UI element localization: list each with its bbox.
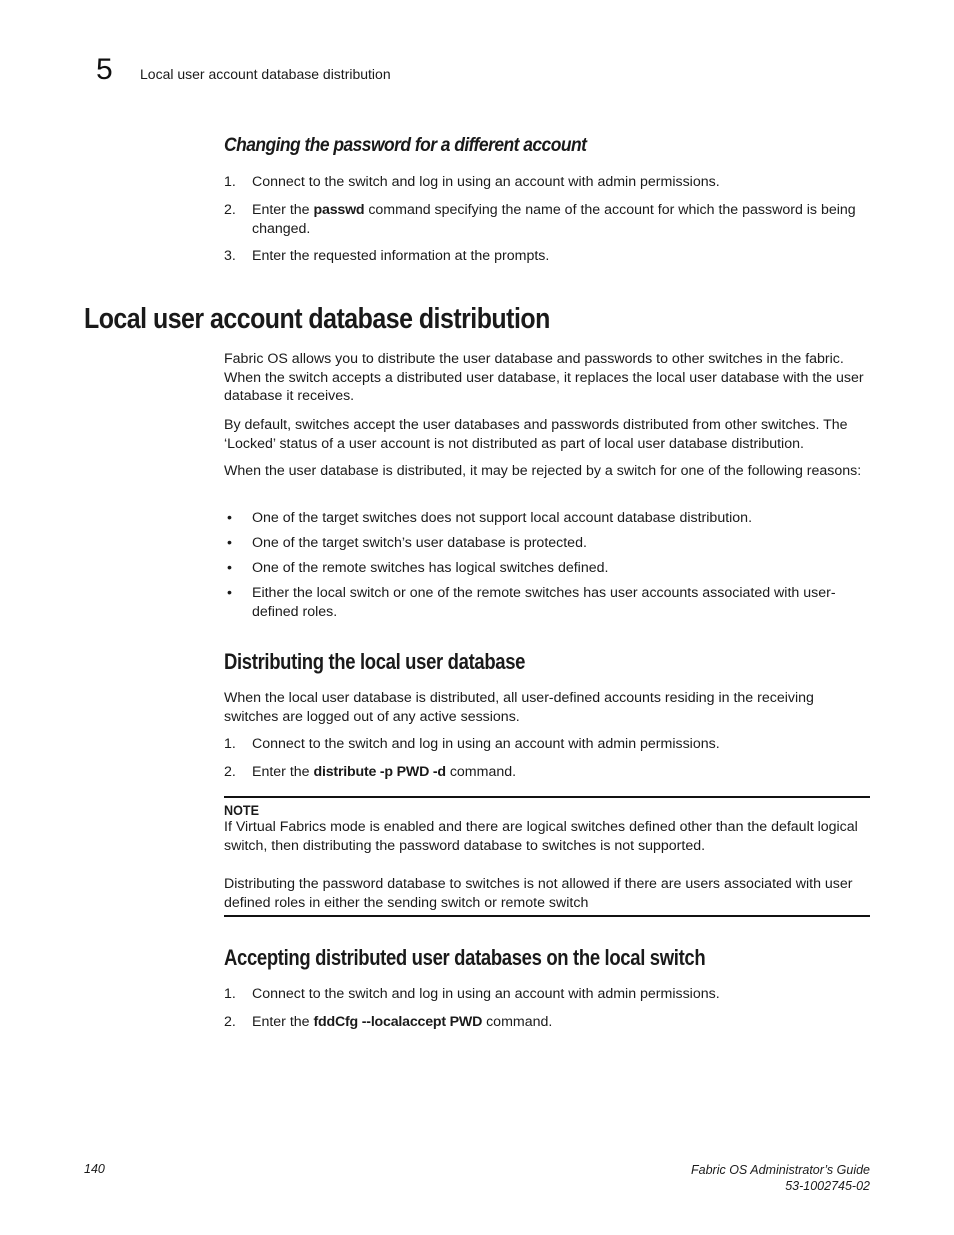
step-number: 1. xyxy=(224,986,236,1002)
step-text-after: command. xyxy=(445,764,517,780)
step-text xyxy=(252,763,872,782)
step-number: 2. xyxy=(224,202,236,218)
paragraph: By default, switches accept the user databases and passwords distributed from other switches. The ‘Locked’ status of a user account is not distributed as part of local user database distribution. xyxy=(224,417,848,452)
step-text: Enter the requested information at the prompts. xyxy=(252,248,550,264)
command-passwd: passwd xyxy=(313,202,365,218)
note-top-rule xyxy=(224,796,870,798)
note-bottom-rule xyxy=(224,915,870,917)
subsection-title-change-password: Changing the password for a different account xyxy=(224,135,587,156)
doc-number: 53-1002745-02 xyxy=(785,1179,870,1193)
list-item xyxy=(224,201,872,238)
bullet-text: Either the local switch or one of the remote switches has user accounts associated with user-defined roles. xyxy=(252,585,836,620)
bullet: • xyxy=(227,585,232,601)
doc-title: Fabric OS Administrator’s Guide xyxy=(691,1163,870,1177)
step-number: 3. xyxy=(224,248,236,264)
step-text: Connect to the switch and log in using an account with admin permissions. xyxy=(252,986,720,1002)
step-text-before: Enter the xyxy=(252,764,314,780)
step-text xyxy=(252,1013,872,1032)
list-item xyxy=(224,763,872,782)
step-text-before: Enter the xyxy=(252,1014,314,1030)
note-paragraph: If Virtual Fabrics mode is enabled and there are logical switches defined other than the default logical switch, then distributing the password database to switches is not supported. xyxy=(224,819,858,854)
list-item xyxy=(224,985,872,1004)
list-item xyxy=(224,559,872,578)
subsection-title-accepting: Accepting distributed user databases on the local switch xyxy=(224,945,706,970)
step-number: 2. xyxy=(224,1014,236,1030)
list-item xyxy=(224,735,872,754)
bullet: • xyxy=(227,560,232,576)
bullet-text: One of the target switch’s user database is protected. xyxy=(252,535,587,551)
page-number: 140 xyxy=(84,1162,105,1176)
step-number: 2. xyxy=(224,764,236,780)
command-fddcfg: fddCfg --localaccept PWD xyxy=(313,1014,483,1030)
list-item xyxy=(224,247,872,266)
list-item xyxy=(224,509,872,528)
note-label: NOTE xyxy=(224,802,260,818)
list-item xyxy=(224,534,872,553)
step-text-before: Enter the xyxy=(252,202,314,218)
step-text: Connect to the switch and log in using an account with admin permissions. xyxy=(252,174,720,190)
note-paragraph: Distributing the password database to switches is not allowed if there are users associated with user defined roles in either the sending switch or remote switch xyxy=(224,876,853,911)
bullet-text: One of the target switches does not support local account database distribution. xyxy=(252,510,753,526)
paragraph: When the local user database is distributed, all user-defined accounts residing in the receiving switches are logged out of any active sessions. xyxy=(224,690,814,725)
section-title-distribution: Local user account database distribution xyxy=(84,303,550,335)
running-header: Local user account database distribution xyxy=(140,66,391,82)
step-number: 1. xyxy=(224,736,236,752)
paragraph: Fabric OS allows you to distribute the user database and passwords to other switches in the fabric. When the switch accepts a distributed user database, it replaces the local user database with the user database it receives. xyxy=(224,351,864,404)
step-text: Connect to the switch and log in using an account with admin permissions. xyxy=(252,736,720,752)
command-distribute: distribute -p PWD -d xyxy=(313,764,446,780)
step-text xyxy=(252,201,872,238)
footer-doc-info xyxy=(691,1162,870,1194)
bullet: • xyxy=(227,510,232,526)
list-item xyxy=(224,173,872,192)
list-item xyxy=(224,584,872,621)
step-text-after: command. xyxy=(482,1014,553,1030)
bullet: • xyxy=(227,535,232,551)
step-number: 1. xyxy=(224,174,236,190)
paragraph: When the user database is distributed, it may be rejected by a switch for one of the following reasons: xyxy=(224,463,862,479)
chapter-number: 5 xyxy=(96,53,113,86)
step-text-after: command specifying the name of the account for which the password is being changed. xyxy=(252,202,856,237)
bullet-text: One of the remote switches has logical switches defined. xyxy=(252,560,609,576)
list-item xyxy=(224,1013,872,1032)
subsection-title-distributing: Distributing the local user database xyxy=(224,649,526,674)
